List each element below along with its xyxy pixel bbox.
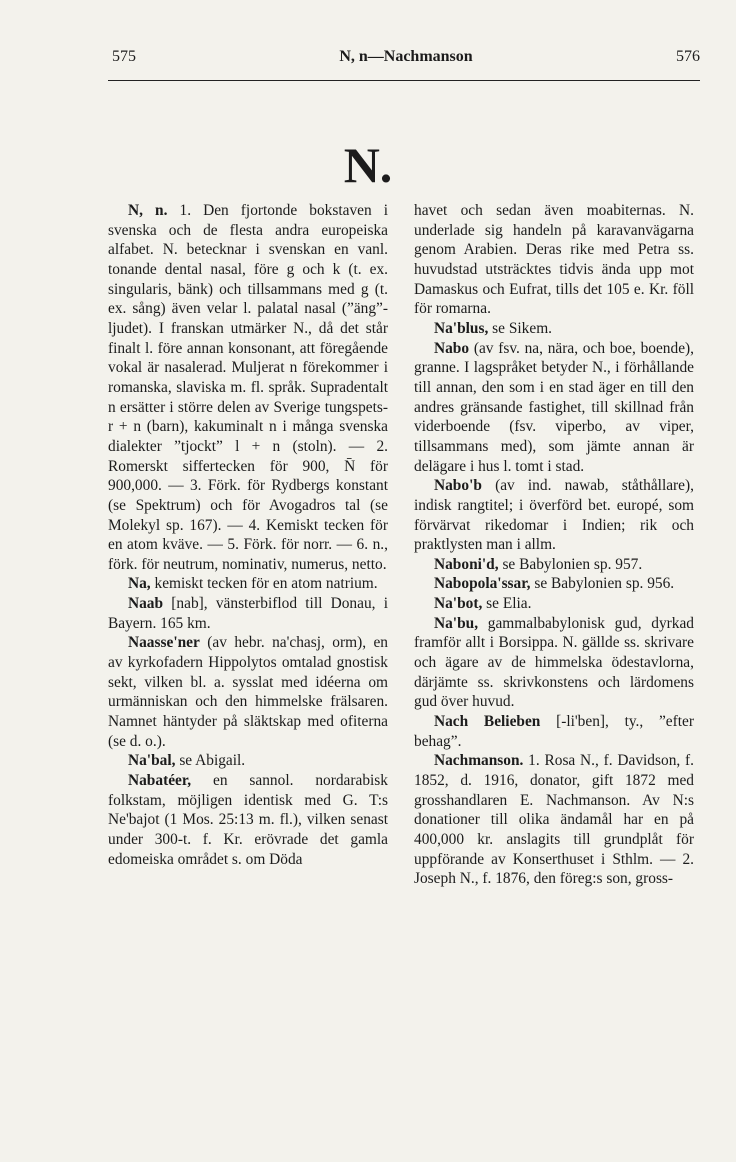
entry-text: 1. Den fjortonde bokstaven i svenska och de flesta andra europeiska alfabet. N. betecknar i svenskan en vanl. tonande dental nasal, före g och k (t. ex. singularis, bänk) och tillsammans med g (t. ex. sång) även velar l. palatal nasal (”äng”-ljudet). I franskan utmärker N., då det står finalt l. före annan konsonant, att föregående vokal är nasalerad. Muljerat n förekommer i romanska, slaviska m. fl. språk. Supradentalt n ersätter i större delen av Sverige tungspets-r + n (barn), kakuminalt n i många svenska dialekter ”tjockt” l + n (stoln). — 2. Romerskt siffertecken för 900, N̄ för 900,000. — 3. Förk. för Rydbergs konstant (se Spektrum) och för Avogadros tal (se Molekyl sp. 167). — 4. Kemiskt tecken för en atom kväve. — 5. Förk. för norr. — 6. n., förk. för neutrum, nominativ, numerus, netto. <box>108 202 388 573</box>
entry <box>414 574 694 594</box>
entry <box>108 574 388 594</box>
entry-headword: Naasse'ner <box>128 634 200 652</box>
entry-headword: Naab <box>128 595 164 613</box>
entry-headword: Nabo'b <box>434 477 482 495</box>
entry <box>414 339 694 477</box>
entry-headword: Nach Belieben <box>434 713 541 731</box>
entry <box>108 201 388 574</box>
entry-text: (av fsv. na, nära, och boe, boende), granne. I lagspråket betyder N., i förhållande till annan, den som i en stad äger en till den andres gränsande fastighet, till skillnad från viderboende (fsv. viperbo, av viper, tillsammans med), som jämte annan är delägare i hus l. tomt i stad. <box>414 339 694 475</box>
entry-text: 1. Rosa N., f. Davidson, f. 1852, d. 1916, donator, gift 1872 med grosshandlaren E. Nachmanson. Av N:s donationer till olika ändamål har en på 400,000 kr. anslagits till grundplåt för uppförande av Konserthuset i Sthlm. — 2. Joseph N., f. 1876, den föreg:s son, gross- <box>414 752 694 888</box>
entry-headword: N, n. <box>128 202 168 219</box>
entry-text: (av hebr. na'chasj, orm), en av kyrkofadern Hippolytos omtalad gnostisk sekt, vilken bl. a. sysslat med idéerna om urmänniskan och den himmelske frälsaren. Namnet häntyder på släktskap med ofiterna (se d. o.). <box>108 634 388 750</box>
entry <box>414 319 694 339</box>
entry-text: se Babylonien sp. 957. <box>498 555 643 573</box>
entry <box>414 712 694 751</box>
right-column <box>414 201 694 889</box>
entry-text: [-li'ben], ty., ”efter behag”. <box>414 713 694 750</box>
entry <box>414 594 694 614</box>
entry-headword: Na'bot, <box>434 595 483 613</box>
page-number-left: 575 <box>112 48 136 65</box>
left-column <box>108 201 388 869</box>
entry-text: gammalbabylonisk gud, dyrkad framför allt i Borsippa. N. gällde ss. skrivare och ägare av de himmelska ödestavlorna, därjämte ss. skrivkonstens och lärdomens gud över huvud. <box>414 614 694 711</box>
entry <box>414 476 694 555</box>
entry-headword: Nachmanson. <box>434 752 524 770</box>
entry-text: se Elia. <box>482 595 532 613</box>
entry-text: en sannol. nordarabisk folkstam, möjligen identisk med G. T:s Ne'bajot (1 Mos. 25:13 m. fl.), vilken senast under 300-t. f. Kr. erövrade det gamla edomeiska området s. om Döda <box>108 772 388 868</box>
entry <box>414 555 694 575</box>
entry-headword: Nabo <box>434 339 470 357</box>
entry-headword: Na'bal, <box>128 752 176 770</box>
entry-continuation: havet och sedan även moabiternas. N. underlade sig handeln på karavanvägarna genom Arabien. Deras rike med Petra ss. huvudstad utsträcktes tidvis ända upp mot Damaskus och Eufrat, tills det 105 e. Kr. föll för romarna. <box>414 202 694 318</box>
entry <box>108 633 388 751</box>
entry-headword: Naboni'd, <box>434 555 499 573</box>
entry-headword: Nabatéer, <box>128 772 192 790</box>
entry-headword: Na'bu, <box>434 614 479 632</box>
entry <box>414 751 694 889</box>
header-rule <box>108 80 700 81</box>
section-letter: N. <box>343 137 393 193</box>
entry <box>108 594 388 633</box>
entry <box>108 751 388 771</box>
entry-text: se Sikem. <box>488 319 553 337</box>
entry-text: [nab], vänsterbiflod till Donau, i Bayern. 165 km. <box>108 595 388 632</box>
entry-text: se Babylonien sp. 956. <box>530 575 675 593</box>
page-header <box>112 48 700 72</box>
entry <box>414 614 694 712</box>
entry-headword: Na, <box>128 575 151 593</box>
page-number-right: 576 <box>676 48 700 65</box>
entry-text: kemiskt tecken för en atom natrium. <box>150 575 378 593</box>
entry-text: (av ind. nawab, ståthållare), indisk rangtitel; i överförd bet. europé, som förvärvat rikedomar i Indien; rik och praktlysten man i allm. <box>414 477 694 554</box>
entry <box>108 771 388 869</box>
entry-text: se Abigail. <box>175 752 246 770</box>
running-title: N, n—Nachmanson <box>339 48 473 65</box>
entry-headword: Nabopola'ssar, <box>434 575 531 593</box>
entry-headword: Na'blus, <box>434 319 489 337</box>
